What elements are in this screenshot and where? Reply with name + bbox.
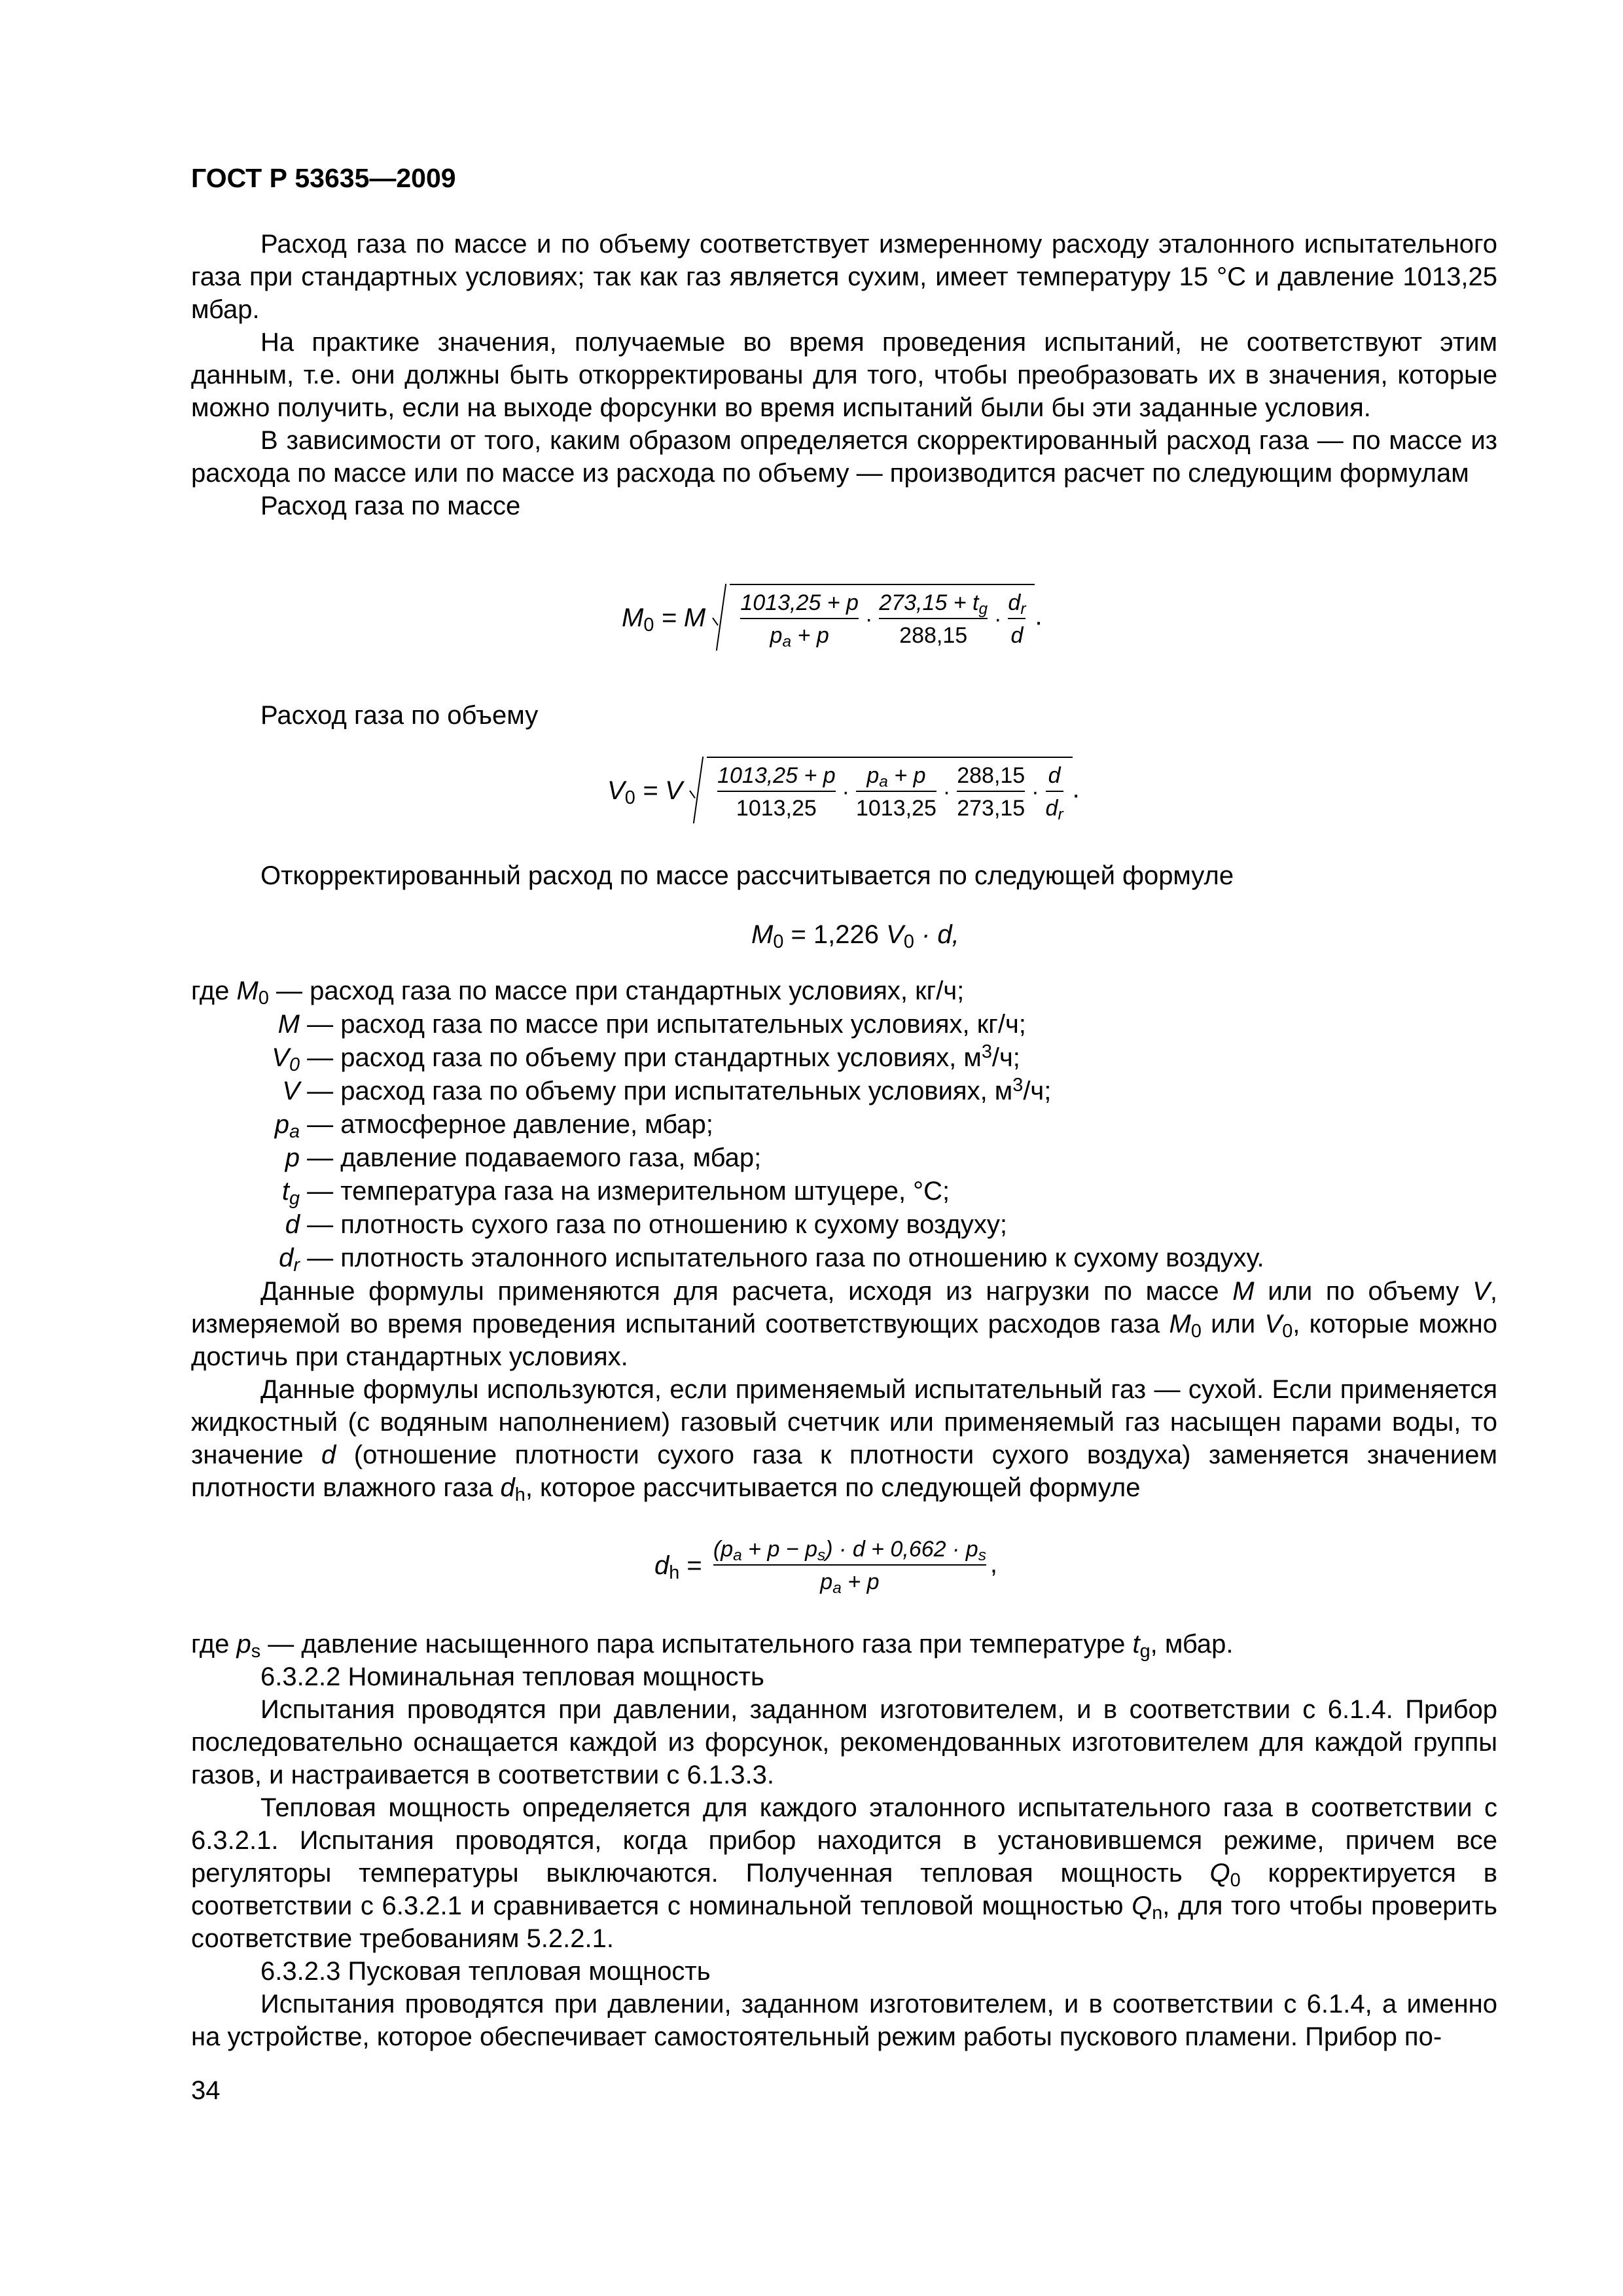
formula-corrected-mass: $M_0 = 1,226$ $V_0 \cdot d$,	[751, 920, 959, 953]
document-header: ГОСТ Р 53635—2009	[191, 163, 456, 193]
closing-block	[191, 1628, 1497, 2053]
paragraph-4: Данные формулы применяются для расчета, исходя из нагрузки по массе M или по объему V, измеряемой во время проведения испытаний соответствующих расходов газа $M_0$ или $V_0$, которые можно достичь при стандартных условиях.	[191, 1277, 1497, 1371]
paragraph-1: Расход газа по массе и по объему соответствует измеренному расходу эталонного испытательного газа при стандартных условиях; так как газ является сухим, имеет температуру 15 °С и давление 1013,25 мбар.	[191, 230, 1497, 324]
f2-frac-4: $\frac{d}{d_r}$	[1045, 763, 1063, 824]
legend-row: p — давление подаваемого газа, мбар;	[285, 1143, 762, 1172]
paragraph-8: Испытания проводятся при давлении, заданном изготовителем, и в соответствии с 6.1.4, а именно на устройстве, которое обеспечивает самостоятельный режим работы пускового пламени. Прибор по-	[191, 1990, 1497, 2051]
f2-end: .	[1072, 774, 1080, 804]
legend-row: $p_a$ — атмосферное давление, мбар;	[274, 1110, 713, 1143]
volume-heading: Расход газа по объему	[260, 701, 539, 730]
f1-lhs: M	[622, 603, 644, 632]
f1-frac-3: $\frac{d_r}{d}$	[1008, 590, 1026, 648]
paragraph-7: Тепловая мощность определяется для каждого эталонного испытательного газа в соответствии с 6.3.2.1. Испытания проводятся, когда прибор находится в установившемся режиме, причем все регуляторы температуры выключаются. Полученная тепловая мощность $Q_0$ корректируется в соответствии с 6.3.2.1 и сравнивается с номинальной тепловой мощностью $Q_n$, для того чтобы проверить соответствие требованиям 5.2.2.1.	[191, 1793, 1497, 1953]
page-number: 34	[191, 2076, 221, 2105]
formula-notes-block	[191, 1275, 1497, 1504]
paragraph-2: На практике значения, получаемые во время проведения испытаний, не соответствуют этим данным, т.е. они должны быть откорректированы для того, чтобы преобразовать их в значения, которые можно получить, если на выходе форсунки во время испытаний были бы эти заданные условия.	[191, 328, 1497, 422]
f1-lhs-sub: 0	[643, 615, 654, 636]
section-6-3-2-3-heading: 6.3.2.3 Пусковая тепловая мощность	[260, 1957, 711, 1986]
legend-row: $V_0$ — расход газа по объему при стандартных условиях, $м^3/ч$;	[272, 1041, 1020, 1076]
f2-frac-2: $\frac{p_a + p}{1013,25}$	[855, 763, 936, 821]
symbol-legend	[191, 975, 1497, 1275]
corrected-intro-block	[191, 859, 1497, 892]
f2-radical: $\frac{1013,25 + p}{1013,25}$ · $\frac{p_a + p}{1013,25}$ · $\frac{288,15}{273,15}$ · $\frac{d}{d_r}$	[707, 757, 1073, 825]
legend-row: где $M_0$ — расход газа по массе при стандартных условиях, кг/ч;	[191, 977, 965, 1009]
f1-radical: $\frac{1013,25 + p}{p_a + p}$ · $\frac{273,15 + t_g}{288,15}$ · $\frac{d_r}{d}$	[730, 584, 1035, 652]
mass-heading: Расход газа по массе	[260, 492, 521, 520]
legend-row: d — плотность сухого газа по отношению к сухому воздуху;	[285, 1210, 1007, 1239]
paragraph-6: Испытания проводятся при давлении, заданном изготовителем, и в соответствии с 6.1.4. Прибор последовательно оснащается каждой из форсунок, рекомендованных изготовителем для каждой группы газов, и настраивается в соответствии с 6.1.3.3.	[191, 1695, 1497, 1789]
f1-end: .	[1035, 601, 1043, 631]
formula-volume: $V_0 = V$ $\frac{1013,25 + p}{1013,25}$ · $\frac{p_a + p}{1013,25}$ · $\frac{288,15}{273,15}$ · $\frac{d}{d_r}$ .	[607, 757, 1080, 825]
section-6-3-2-2-heading: 6.3.2.2 Номинальная тепловая мощность	[260, 1662, 764, 1691]
f1-frac-2: $\frac{273,15 + t_g}{288,15}$	[879, 590, 988, 648]
volume-heading-block	[191, 699, 1497, 732]
formula-humid-density: $d_h$ = $\frac{(p_a + p - p_s) \cdot d + 0,662 \cdot p_s}{p_a + p}$ ,	[654, 1537, 998, 1598]
f2-lhs: V	[607, 776, 625, 805]
corrected-intro: Откорректированный расход по массе рассчитывается по следующей формуле	[260, 861, 1234, 890]
f4-frac: $\frac{(p_a + p - p_s) \cdot d + 0,662 \cdot p_s}{p_a + p}$	[713, 1537, 986, 1598]
legend-row: V — расход газа по объему при испытательных условиях, $м^3/ч$;	[282, 1075, 1052, 1105]
legend-row: $d_r$ — плотность эталонного испытательного газа по отношению к сухому воздуху.	[279, 1244, 1264, 1276]
legend-row: $t_g$ — температура газа на измерительном штуцере, °С;	[281, 1177, 950, 1210]
f1-eq: = M	[654, 603, 706, 632]
formula-mass	[622, 584, 1043, 652]
f1-frac-1: $\frac{1013,25 + p}{p_a + p}$	[740, 590, 859, 651]
legend-row: M — расход газа по массе при испытательных условиях, кг/ч;	[277, 1010, 1026, 1039]
f2-frac-1: $\frac{1013,25 + p}{1013,25}$	[717, 763, 836, 821]
ps-definition: где $p_s$ — давление насыщенного пара испытательного газа при температуре $t_g$, мбар.	[191, 1630, 1234, 1662]
f2-frac-3: $\frac{288,15}{273,15}$	[957, 763, 1026, 821]
paragraph-3: В зависимости от того, каким образом определяется скорректированный расход газа — по массе из расхода по массе или по массе из расхода по объему — производится расчет по следующим формулам	[191, 426, 1497, 488]
intro-block	[191, 228, 1497, 522]
paragraph-5: Данные формулы используются, если применяемый испытательный газ — сухой. Если применяется жидкостный (с водяным наполнением) газовый счетчик или применяемый газ насыщен парами воды, то значение d (отношение плотности сухого газа к плотности сухого воздуха) заменяется значением плотности влажного газа $d_h$, которое рассчитывается по следующей формуле	[191, 1375, 1497, 1506]
